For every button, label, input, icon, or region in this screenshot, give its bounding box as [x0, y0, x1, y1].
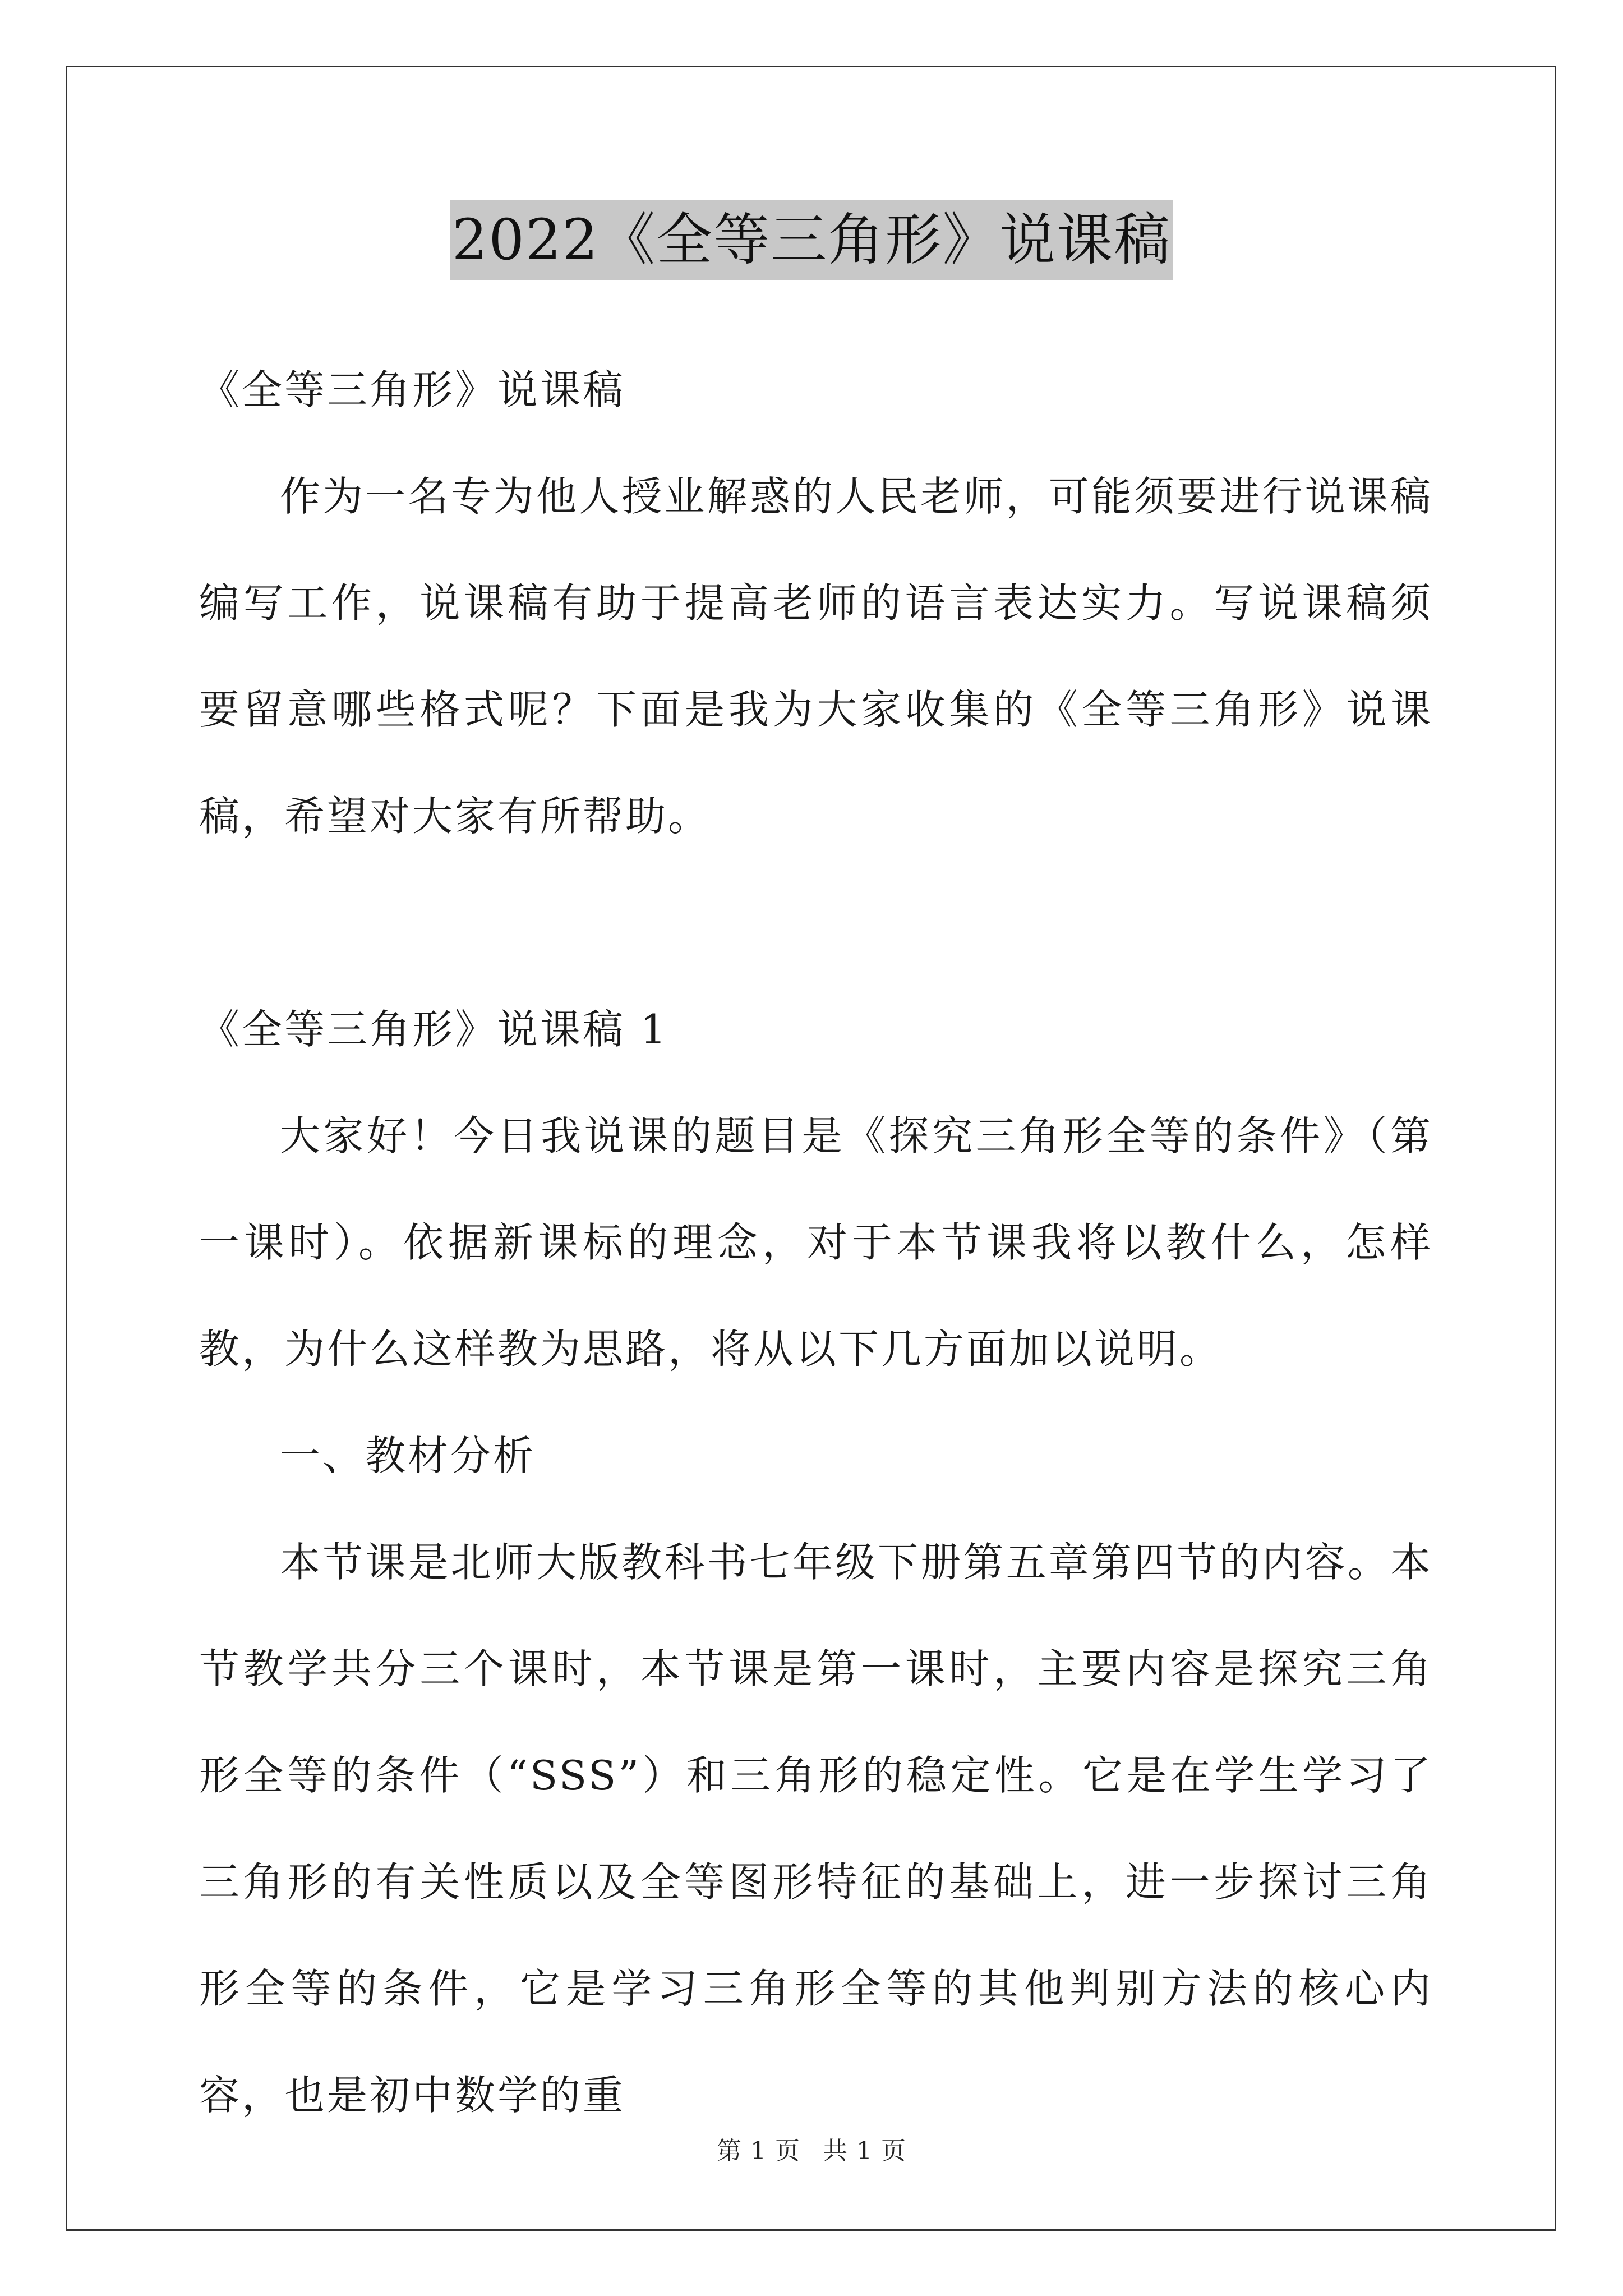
page-footer	[0, 2134, 1623, 2168]
page-number: 第 1 页	[717, 2137, 800, 2165]
paragraph-subheading: 一、教材分析	[280, 1432, 536, 1479]
page-total: 共 1 页	[823, 2137, 906, 2165]
paragraph-greeting: 大家好！今日我说课的题目是《探究三角形全等的条件》（第一课时）。依据新课标的理念，对于本节课我将以教什么，怎样教，为什么这样教为思路，将从以下几方面加以说明。	[199, 1112, 1433, 1373]
title-container	[0, 200, 1623, 280]
paragraph-intro: 作为一名专为他人授业解惑的人民老师，可能须要进行说课稿编写工作，说课稿有助于提高老师的语言表达实力。写说课稿须要留意哪些格式呢？下面是我为大家收集的《全等三角形》说课稿，希望对大家有所帮助。	[199, 473, 1433, 840]
paragraph-section-heading: 《全等三角形》说课稿 1	[199, 1006, 668, 1053]
paragraph-gap	[199, 869, 1433, 976]
paragraph-heading: 《全等三角形》说课稿	[199, 366, 626, 413]
document-body	[199, 337, 1433, 2148]
paragraph-analysis: 本节课是北师大版教科书七年级下册第五章第四节的内容。本节教学共分三个课时，本节课是第一课时，主要内容是探究三角形全等的条件（“SSS”）和三角形的稳定性。它是在学生学习了三角形的有关性质以及全等图形特征的基础上，进一步探讨三角形全等的条件，它是学习三角形全等的其他判别方法的核心内容，也是初中数学的重	[199, 1539, 1433, 2119]
document-title: 2022《全等三角形》说课稿	[450, 200, 1174, 280]
